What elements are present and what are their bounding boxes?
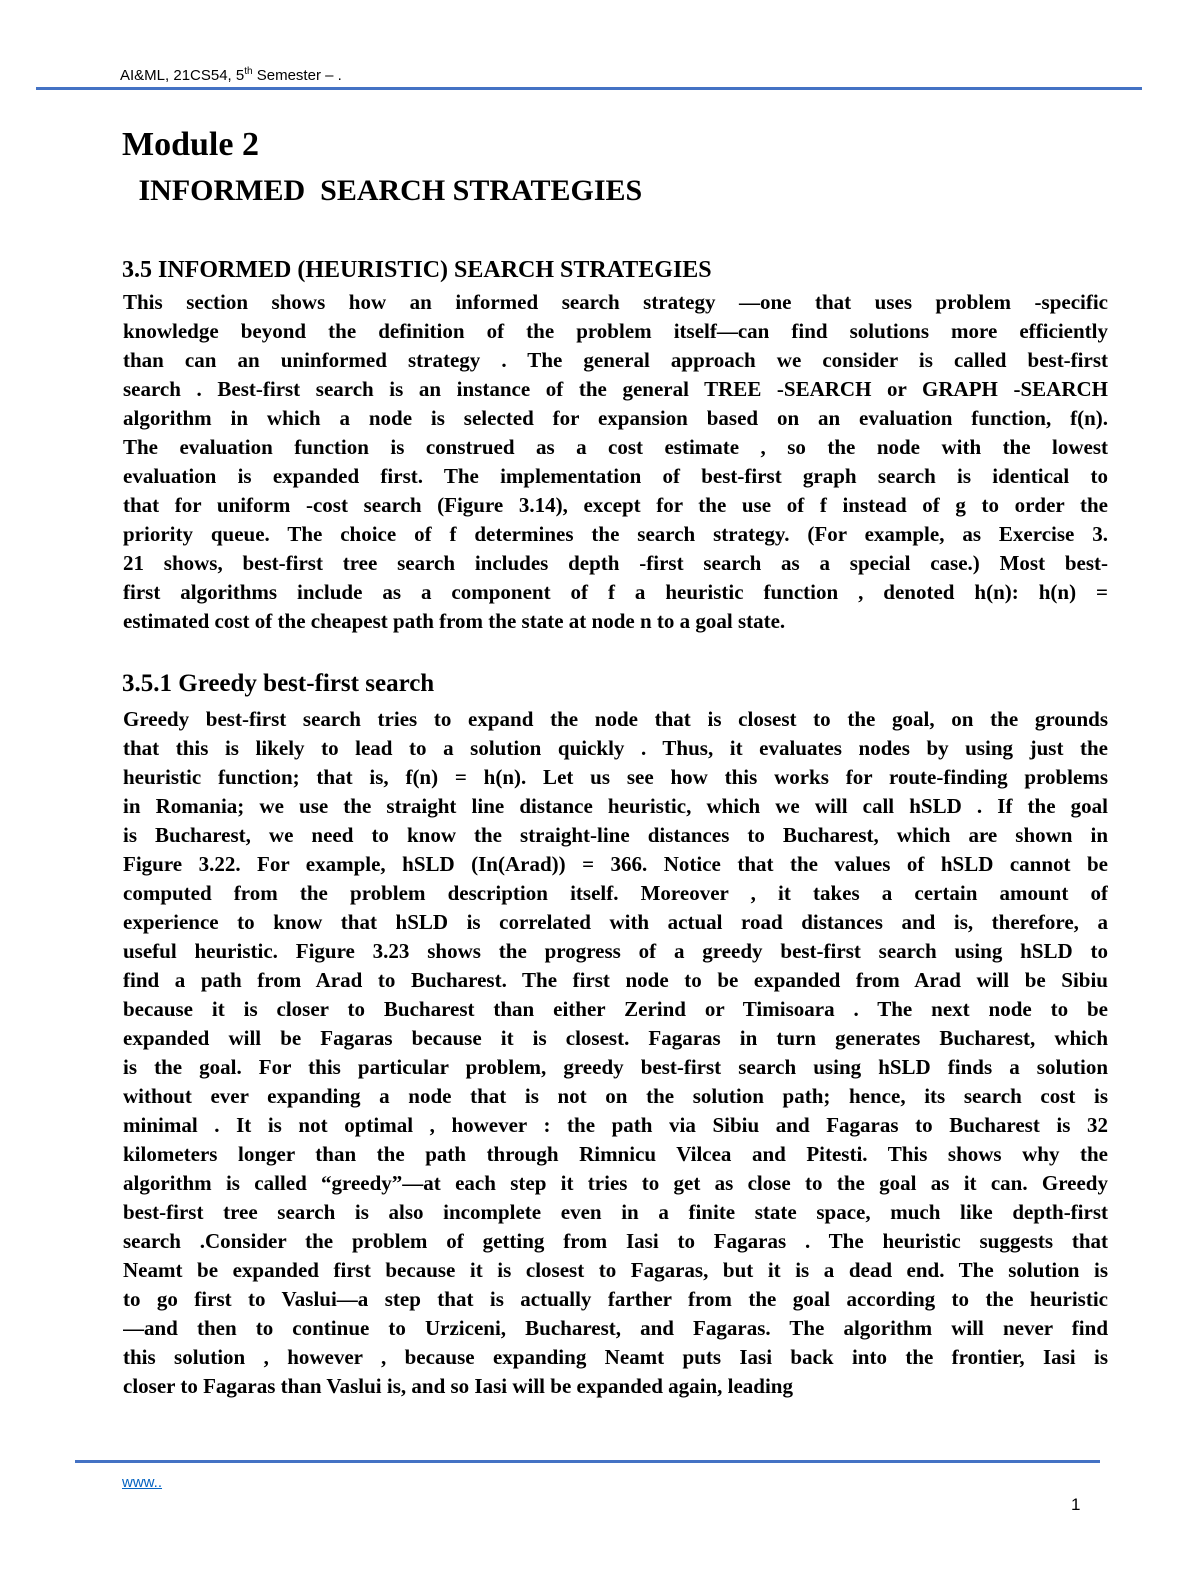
paragraph-line: that for uniform -cost search (Figure 3.14), except for the use of f instead of g to order the [123, 493, 1108, 517]
header-semester-text: Semester – . [252, 67, 342, 84]
paragraph-line: —and then to continue to Urziceni, Bucharest, and Fagaras. The algorithm will never find [123, 1316, 1108, 1340]
paragraph-line: minimal . It is not optimal , however : the path via Sibiu and Fagaras to Bucharest is 32 [123, 1113, 1108, 1137]
paragraph-line: first algorithms include as a component of f a heuristic function , denoted h(n): h(n) = [123, 580, 1108, 604]
paragraph-line: estimated cost of the cheapest path from the state at node n to a goal state. [123, 609, 786, 633]
footer-website-link[interactable]: www.. [122, 1474, 163, 1491]
header-rule-bar [36, 87, 1142, 90]
paragraph-line: search . Best-first search is an instance of the general TREE -SEARCH or GRAPH -SEARCH [123, 377, 1108, 401]
paragraph-line: computed from the problem description itself. Moreover , it takes a certain amount of [123, 881, 1108, 905]
paragraph-line: that this is likely to lead to a solution quickly . Thus, it evaluates nodes by using just the [123, 736, 1108, 760]
header-superscript: th [244, 66, 253, 77]
section-3-5-1-paragraph [123, 705, 1108, 1401]
paragraph-line: Greedy best-first search tries to expand the node that is closest to the goal, on the grounds [123, 707, 1108, 731]
paragraph-line: experience to know that hSLD is correlated with actual road distances and is, therefore, a [123, 910, 1108, 934]
paragraph-line: algorithm in which a node is selected for expansion based on an evaluation function, f(n). [123, 406, 1108, 430]
paragraph-line: to go first to Vaslui—a step that is actually farther from the goal according to the heuristic [123, 1287, 1108, 1311]
paragraph-line: algorithm is called “greedy”—at each step it tries to get as close to the goal as it can. Greedy [123, 1171, 1108, 1195]
section-3-5-paragraph [123, 288, 1108, 636]
header-course-text: AI&ML, 21CS54, 5 [120, 67, 245, 84]
footer-rule-bar [75, 1460, 1100, 1463]
footer-rule [75, 1460, 1100, 1463]
paragraph-line: knowledge beyond the definition of the problem itself—can find solutions more efficiently [123, 319, 1108, 343]
running-header [120, 66, 342, 84]
paragraph-line: Neamt be expanded first because it is closest to Fagaras, but it is a dead end. The solution is [123, 1258, 1108, 1282]
paragraph-line: search .Consider the problem of getting from Iasi to Fagaras . The heuristic suggests that [123, 1229, 1108, 1253]
section-heading-3-5: 3.5 INFORMED (HEURISTIC) SEARCH STRATEGIES [122, 257, 712, 283]
module-subtitle: INFORMED SEARCH STRATEGIES [131, 174, 643, 207]
paragraph-line: heuristic function; that is, f(n) = h(n). Let us see how this works for route-finding problems [123, 765, 1108, 789]
paragraph-line: in Romania; we use the straight line distance heuristic, which we will call hSLD . If the goal [123, 794, 1108, 818]
module-title: Module 2 [122, 126, 259, 163]
paragraph-line: is the goal. For this particular problem, greedy best-first search using hSLD finds a solution [123, 1055, 1108, 1079]
paragraph-line: because it is closer to Bucharest than either Zerind or Timisoara . The next node to be [123, 997, 1108, 1021]
paragraph-line: this solution , however , because expanding Neamt puts Iasi back into the frontier, Iasi is [123, 1345, 1108, 1369]
paragraph-line: find a path from Arad to Bucharest. The first node to be expanded from Arad will be Sibiu [123, 968, 1108, 992]
header-rule [36, 87, 1142, 90]
paragraph-line: without ever expanding a node that is not on the solution path; hence, its search cost is [123, 1084, 1108, 1108]
paragraph-line: evaluation is expanded first. The implementation of best-first graph search is identical to [123, 464, 1108, 488]
paragraph-line: kilometers longer than the path through Rimnicu Vilcea and Pitesti. This shows why the [123, 1142, 1108, 1166]
paragraph-line: best-first tree search is also incomplete even in a finite state space, much like depth-first [123, 1200, 1108, 1224]
paragraph-line: Figure 3.22. For example, hSLD (In(Arad)) = 366. Notice that the values of hSLD cannot be [123, 852, 1108, 876]
section-heading-3-5-1: 3.5.1 Greedy best-first search [122, 670, 435, 697]
page-number: 1 [1071, 1495, 1081, 1514]
paragraph-line: useful heuristic. Figure 3.23 shows the progress of a greedy best-first search using hSLD to [123, 939, 1108, 963]
paragraph-line: priority queue. The choice of f determines the search strategy. (For example, as Exercise 3. [123, 522, 1108, 546]
paragraph-line: This section shows how an informed search strategy —one that uses problem -specific [123, 290, 1108, 314]
paragraph-line: The evaluation function is construed as a cost estimate , so the node with the lowest [123, 435, 1108, 459]
paragraph-line: is Bucharest, we need to know the straight-line distances to Bucharest, which are shown in [123, 823, 1108, 847]
paragraph-line: closer to Fagaras than Vaslui is, and so Iasi will be expanded again, leading [123, 1374, 793, 1398]
paragraph-line: than can an uninformed strategy . The general approach we consider is called best-first [123, 348, 1108, 372]
paragraph-line: expanded will be Fagaras because it is closest. Fagaras in turn generates Bucharest, which [123, 1026, 1108, 1050]
paragraph-line: 21 shows, best-first tree search includes depth -first search as a special case.) Most best- [123, 551, 1108, 575]
